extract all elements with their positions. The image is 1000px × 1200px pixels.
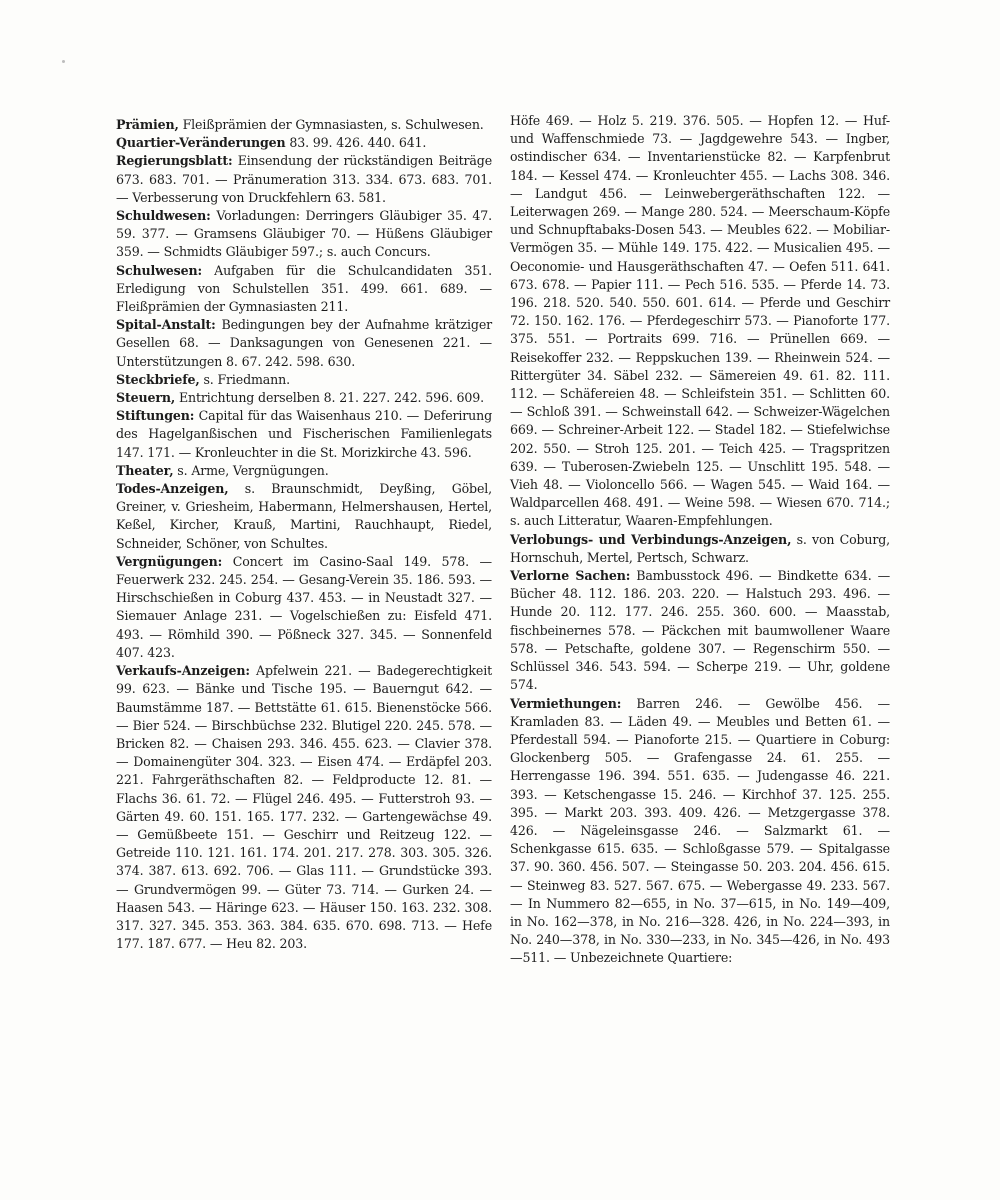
index-entry-schuldwesen — [116, 207, 492, 262]
entry-head: Verlobungs- und Verbindungs-Anzeigen, — [510, 531, 792, 547]
scan-speck — [62, 60, 65, 63]
entry-text: Concert im Casino-Saal 149. 578. — Feuerwerk 232. 245. 254. — Gesang-Verein 35. 186. 593. — Hirschschießen in Coburg 437. 453. — in Neustadt 327. — Siemauer Anlage 231. — Vogelschießen zu: Eisfeld 471. 493. — Römhild 390. — Pößneck 327. 345. — Sonnenfeld 407. 423. — [116, 553, 492, 660]
entry-head: Schulwesen: — [116, 262, 202, 278]
entry-head: Todes-Anzeigen, — [116, 481, 229, 497]
index-entry-verlorne-sachen — [510, 567, 890, 694]
entry-text: Höfe 469. — Holz 5. 219. 376. 505. — Hopfen 12. — Huf- und Waffenschmiede 73. — Jagdgewehre 543. — Ingber, ostindischer 634. — Inventarienstücke 82. — Karpfenbrut 184. — Kessel 474. — Kronleuchter 455. — Lachs 308. 346. — Landgut 456. — Leinwebergeräthschaften 122. — Leiterwagen 269. — Mange 280. 524. — Meerschaum-Köpfe und Schnupftabaks-Dosen 543. — Meubles 622. — Mobiliar-Vermögen 35. — Mühle 149. 175. 422. — Musicalien 495. — Oeconomie- und Hausgeräthschaften 47. — Oefen 511. 641. 673. 678. — Papier 111. — Pech 516. 535. — Pferde 14. 73. 196. 218. 520. 540. 550. 601. 614. — Pferde und Geschirr 72. 150. 162. 176. — Pferdegeschirr 573. — Pianoforte 177. 375. 551. — Portraits 699. 716. — Prünellen 669. — Reisekoffer 232. — Reppskuchen 139. — Rheinwein 524. — Rittergüter 34. Säbel 232. — Sämereien 49. 61. 82. 111. 112. — Schäfereien 48. — Schleifstein 351. — Schlitten 60. — Schloß 391. — Schweinstall 642. — Schweizer-Wägelchen 669. — Schreiner-Arbeit 122. — Stadel 182. — Stiefelwichse 202. 550. — Stroh 125. 201. — Teich 425. — Tragspritzen 639. — Tuberosen-Zwiebeln 125. — Unschlitt 195. 548. — Vieh 48. — Violoncello 566. — Wagen 545. — Waid 164. — Waldparcellen 468. 491. — Weine 598. — Wiesen 670. 714.; s. auch Litteratur, Waaren-Empfehlungen. — [510, 113, 890, 529]
index-entry-steuern — [116, 389, 492, 407]
index-column-right — [510, 112, 890, 968]
index-entry-praemien — [116, 116, 492, 134]
entry-text: Entrichtung derselben 8. 21. 227. 242. 596. 609. — [178, 390, 484, 406]
entry-head: Regierungsblatt: — [116, 153, 233, 169]
index-entry-stiftungen — [116, 407, 492, 462]
entry-head: Steuern, — [116, 390, 176, 406]
index-entry-verlobungs — [510, 531, 890, 567]
entry-text: Barren 246. — Gewölbe 456. — Kramladen 83. — Läden 49. — Meubles und Betten 61. — Pferdestall 594. — Pianoforte 215. — Quartiere in Coburg: Glockenberg 505. — Grafengasse 24. 61. 255. — Herrengasse 196. 394. 551. 635. — Judengasse 46. 221. 393. — Ketschengasse 15. 246. — Kirchhof 37. 125. 255. 395. — Markt 203. 393. 409. 426. — Metzgergasse 378. 426. — Nägeleinsgasse 246. — Salzmarkt 61. — Schenkgasse 615. 635. — Schloßgasse 579. — Spitalgasse 37. 90. 360. 456. 507. — Steingasse 50. 203. 204. 456. 615. — Steinweg 83. 527. 567. 675. — Webergasse 49. 233. 567. — In Nummero 82—655, in No. 37—615, in No. 149—409, in No. 162—378, in No. 216—328. 426, in No. 224—393, in No. 240—378, in No. 330—233, in No. 345—426, in No. 493—511. — Unbezeichnete Quartiere: — [510, 695, 890, 966]
entry-text: Vorladungen: Derringers Gläubiger 35. 47. 59. 377. — Gramsens Gläubiger 70. — Hüßens Gläubiger 359. — Schmidts Gläubiger 597.; s. auch Concurs. — [116, 208, 492, 260]
entry-text: s. Arme, Vergnügungen. — [177, 462, 329, 478]
entry-text: Apfelwein 221. — Badegerechtigkeit 99. 623. — Bänke und Tische 195. — Bauerngut 642. — Baumstämme 187. — Bettstätte 61. 615. Bienenstöcke 566. — Bier 524. — Birschbüchse 232. Blutigel 220. 245. 578. — Bricken 82. — Chaisen 293. 346. 455. 623. — Clavier 378. — Domainengüter 304. 323. — Eisen 474. — Erdäpfel 203. 221. Fahrgeräthschaften 82. — Feldproducte 12. 81. — Flachs 36. 61. 72. — Flügel 246. 495. — Futterstroh 93. — Gärten 49. 60. 151. 165. 177. 232. — Gartengewächse 49. — Gemüßbeete 151. — Geschirr und Reitzeug 122. — Getreide 110. 121. 161. 174. 201. 217. 278. 303. 305. 326. 374. 387. 613. 692. 706. — Glas 111. — Grundstücke 393. — Grundvermögen 99. — Güter 73. 714. — Gurken 24. — Haasen 543. — Häringe 623. — Häuser 150. 163. 232. 308. 317. 327. 345. 353. 363. 384. 635. 670. 698. 713. — Hefe 177. 187. 677. — Heu 82. 203. — [116, 663, 492, 952]
entry-text: s. von Coburg, Hornschuh, Mertel, Pertsch, Schwarz. — [510, 531, 891, 565]
entry-text: Bambusstock 496. — Bindkette 634. — Bücher 48. 112. 186. 203. 220. — Halstuch 293. 496. — Hunde 20. 112. 177. 246. 255. 360. 600. — Maasstab, fischbeinernes 578. — Päckchen mit baumwollener Waare 578. — Petschafte, goldene 307. — Regenschirm 550. — Schlüssel 346. 543. 594. — Scherpe 219. — Uhr, goldene 574. — [510, 568, 891, 693]
entry-head: Verkaufs-Anzeigen: — [116, 663, 250, 679]
index-entry-vermiethungen — [510, 695, 890, 968]
entry-text: Aufgaben für die Schulcandidaten 351. Erledigung von Schulstellen 351. 499. 661. 689. — Fleißprämien der Gymnasiasten 211. — [116, 262, 493, 315]
index-entry-todes-anzeigen — [116, 480, 492, 553]
index-entry-schulwesen — [116, 262, 492, 317]
entry-head: Spital-Anstalt: — [116, 317, 216, 333]
entry-head: Stiftungen: — [116, 408, 195, 424]
entry-head: Quartier-Veränderungen — [116, 135, 286, 151]
entry-head: Vermiethungen: — [510, 695, 622, 711]
entry-text: Einsendung der rückständigen Beiträge 673. 683. 701. — Pränumeration 313. 334. 673. 683. 701. — Verbesserung von Druckfehlern 63. 581. — [116, 153, 492, 205]
entry-head: Verlorne Sachen: — [510, 568, 631, 584]
index-entry-theater — [116, 462, 492, 480]
index-entry-verkaufs-continued — [510, 112, 890, 531]
entry-head: Prämien, — [116, 117, 179, 132]
entry-head: Theater, — [116, 462, 174, 478]
entry-head: Vergnügungen: — [116, 553, 223, 569]
entry-text: s. Braunschmidt, Deyßing, Göbel, Greiner, v. Griesheim, Habermann, Helmershausen, Hertel, Keßel, Kircher, Krauß, Martini, Rauchhaupt, Riedel, Schneider, Schöner, von Schultes. — [116, 481, 492, 551]
entry-text: Capital für das Waisenhaus 210. — Deferirung des Hagelganßischen und Fischerischen Familienlegats 147. 171. — Kronleuchter in die St. Morizkirche 43. 596. — [116, 408, 492, 460]
entry-text: 83. 99. 426. 440. 641. — [289, 135, 427, 151]
entry-text: Bedingungen bey der Aufnahme krätziger Gesellen 68. — Danksagungen von Genesenen 221. — Unterstützungen 8. 67. 242. 598. 630. — [116, 317, 492, 369]
index-column-left — [116, 116, 492, 953]
index-entry-spital — [116, 316, 492, 371]
index-entry-verkaufs-anzeigen — [116, 662, 492, 953]
index-entry-steckbriefe — [116, 371, 492, 389]
index-entry-quartier — [116, 134, 492, 152]
entry-head: Steckbriefe, — [116, 371, 200, 387]
index-entry-regierungsblatt — [116, 152, 492, 207]
index-entry-vergnuegungen — [116, 553, 492, 662]
entry-text: Fleißprämien der Gymnasiasten, s. Schulwesen. — [182, 117, 484, 132]
entry-head: Schuldwesen: — [116, 208, 211, 224]
entry-text: s. Friedmann. — [203, 371, 290, 387]
